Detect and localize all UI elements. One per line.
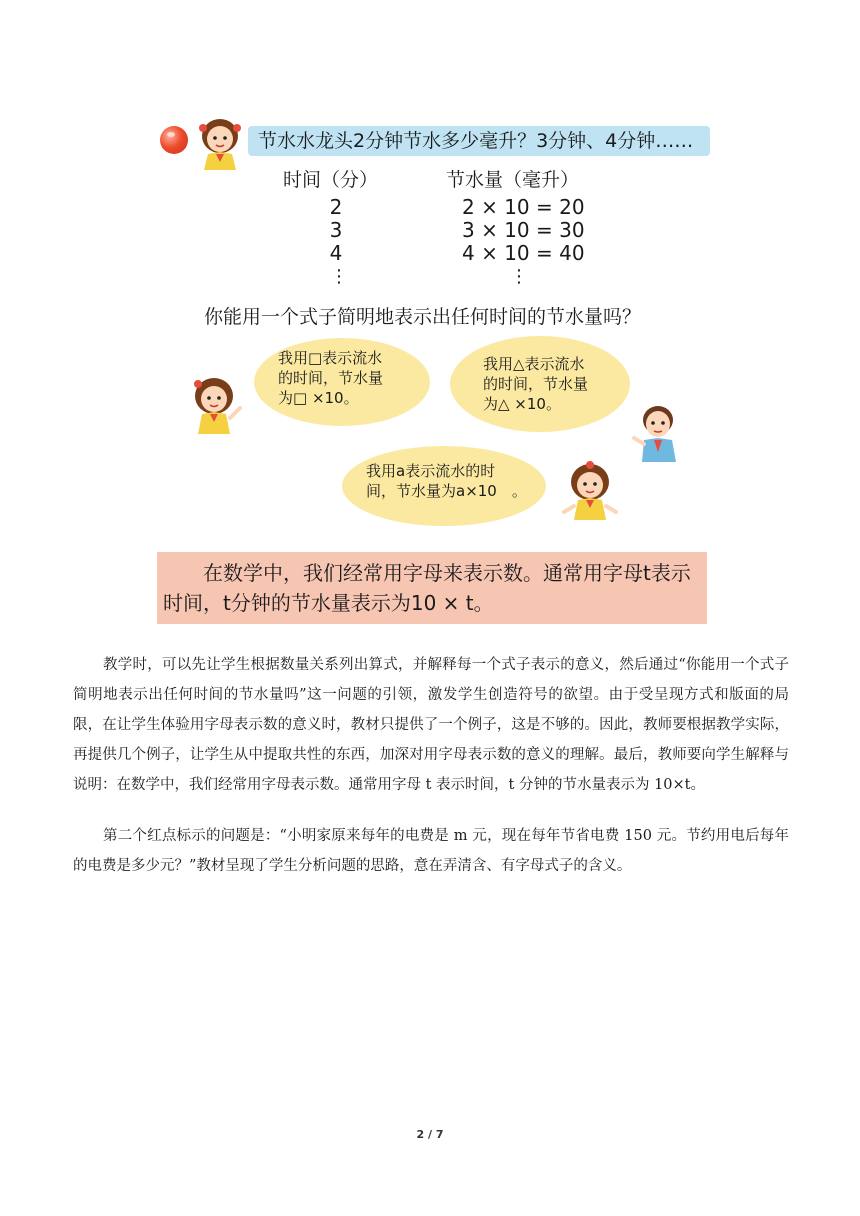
speech-line: 我用△表示流水 — [483, 355, 585, 373]
intro-bubble: 节水水龙头2分钟节水多少毫升？3分钟、4分钟…… — [248, 126, 710, 156]
question-text: 你能用一个式子简明地表示出任何时间的节水量吗？ — [204, 306, 642, 328]
body-paragraph: 教学时，可以先让学生根据数量关系列出算式，并解释每一个式子表示的意义，然后通过“你能用一个式子简明地表示出任何时间的节水量吗”这一问题的引领，激发学生创造符号的欲望。由于受呈现方式和版面的局限，在让学生体验用字母表示数的意义时，教材只提供了一个例子，这是不够的。因此，教师要根据教学实际，再提供几个例子，让学生从中提取共性的东西，加深对用字母表示数的意义的理解。最后，教师要向学生解释与说明：在数学中，我们经常用字母表示数。通常用字母 t 表示时间，t 分钟的节水量表示为 10×t。 — [73, 657, 789, 793]
definition-callout — [157, 552, 707, 624]
girl-character-icon — [194, 114, 246, 170]
table-header-time: 时间（分） — [283, 169, 379, 191]
table-ellipsis: ⋮ — [330, 266, 348, 287]
table-ellipsis: ⋮ — [510, 266, 528, 287]
table-amount-cell: 2 × 10 = 20 — [462, 195, 585, 219]
table-amount-cell: 4 × 10 = 40 — [462, 241, 585, 265]
speech-line: 我用□表示流水 — [278, 349, 383, 367]
page-number: 2 / 7 — [416, 1128, 444, 1141]
speech-line: 间，节水量为a×10 。 — [366, 482, 527, 500]
girl-character-icon — [188, 372, 244, 436]
table-amount-cell: 3 × 10 = 30 — [462, 218, 585, 242]
body-paragraph: 第二个红点标示的问题是：“小明家原来每年的电费是 m 元，现在每年节省电费 150 元。节约用电后每年的电费是多少元？”教材呈现了学生分析问题的思路，意在弄清含、有字母式子的含义。 — [73, 828, 789, 874]
table-time-cell: 3 — [329, 218, 343, 242]
speech-line: 的时间，节水量 — [483, 375, 589, 393]
speech-bubble-square — [254, 338, 430, 426]
speech-bubble-letter — [342, 446, 546, 526]
speech-line: 的时间，节水量 — [278, 369, 384, 387]
callout-line: 时间，t分钟的节水量表示为10 × t。 — [163, 591, 494, 615]
table-time-cell: 4 — [329, 241, 343, 265]
callout-line: 在数学中，我们经常用字母来表示数。通常用字母t表示 — [203, 561, 691, 585]
speech-line: 为□ ×10。 — [278, 389, 359, 407]
speech-bubble-triangle — [450, 336, 630, 432]
girl-character-icon — [560, 458, 620, 522]
boy-character-icon — [628, 400, 684, 464]
table-header-amount: 节水量（毫升） — [446, 169, 580, 191]
speech-line: 为△ ×10。 — [483, 395, 561, 413]
table-time-cell: 2 — [329, 195, 343, 219]
red-dot-icon — [160, 126, 188, 154]
speech-line: 我用a表示流水的时 — [366, 462, 496, 480]
